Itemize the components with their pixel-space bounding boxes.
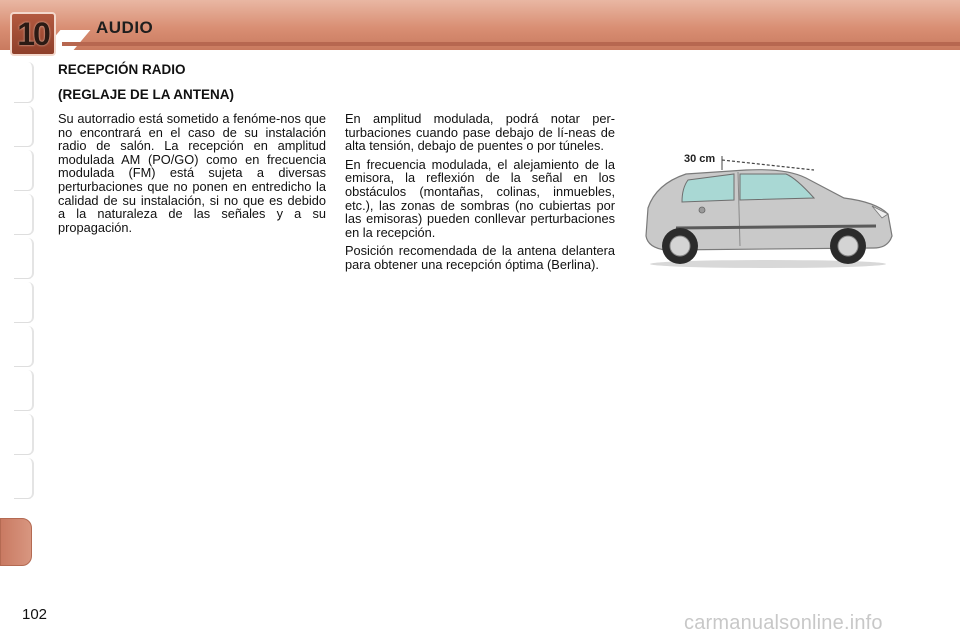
side-tab-7[interactable] (14, 326, 34, 367)
chapter-number-badge: 10 (10, 12, 56, 56)
section-subtitle: (REGLAJE DE LA ANTENA) (58, 87, 235, 102)
rear-hub (670, 236, 690, 256)
antenna-length-label: 30 cm (684, 153, 716, 165)
side-tab-5[interactable] (14, 238, 34, 279)
side-tab-9[interactable] (14, 414, 34, 455)
front-hub (838, 236, 858, 256)
paragraph: Su autorradio está sometido a fenóme-nos que no encontrará en el caso de su instalación radio de salón. La recepción en amplitud modulada AM (PO/GO) como en frecuencia modulada (FM) está sujeta a diversas perturbaciones que no ponen en entredicho la calidad de su instalación, si no que es debido a la naturaleza de las señales y a su propagación. (58, 111, 326, 235)
car-side-strip (676, 226, 876, 228)
side-tab-4[interactable] (14, 194, 34, 235)
watermark: carmanualsonline.info (684, 612, 883, 634)
paragraph: Posición recomendada de la antena delantera para obtener una recepción óptima (Berlina). (345, 243, 615, 272)
side-tab-6[interactable] (14, 282, 34, 323)
chapter-title: AUDIO (96, 18, 154, 37)
side-tab-1[interactable] (14, 62, 34, 103)
left-text-column (58, 112, 326, 239)
right-text-column (345, 112, 615, 277)
side-tab-8[interactable] (14, 370, 34, 411)
paragraph: En amplitud modulada, podrá notar per-turbaciones cuando pase debajo de lí-neas de alta tensión, debajo de puentes o por túneles. (345, 111, 615, 154)
side-tab-active[interactable] (0, 518, 32, 566)
section-title: RECEPCIÓN RADIO (58, 62, 186, 77)
antenna-line (722, 160, 814, 170)
header-rule (62, 42, 960, 46)
paragraph: En frecuencia modulada, el alejamiento de la emisora, la reflexión de la señal en los obstáculos (montañas, colinas, inmuebles, etc.), las zonas de sombras (no cubiertas por las emisoras) pueden conllevar perturbaciones en la recepción. (345, 156, 615, 240)
page-number: 102 (22, 606, 48, 623)
car-fuel-cap (699, 207, 705, 213)
chapter-side-tabs (0, 62, 34, 582)
side-tab-3[interactable] (14, 150, 34, 191)
car-antenna-figure (636, 140, 898, 270)
side-tab-2[interactable] (14, 106, 34, 147)
side-tab-10[interactable] (14, 458, 34, 499)
